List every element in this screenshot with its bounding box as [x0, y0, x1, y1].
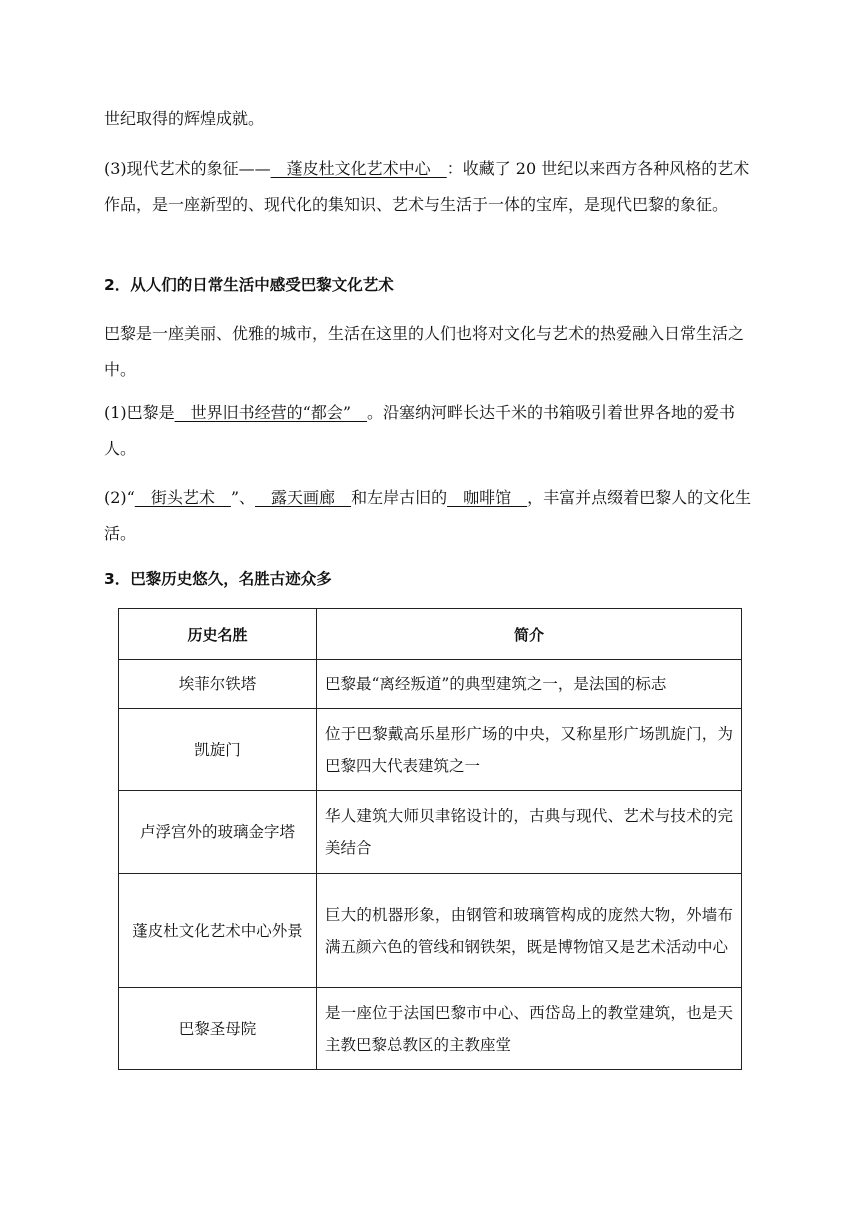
item-1-prefix: (1)巴黎是 [104, 403, 175, 422]
item-1-text: 。沿塞纳河畔长达千米的书箱吸引着世界各地的爱书人。 [104, 403, 736, 458]
landmark-description: 位于巴黎戴高乐星形广场的中央，又称星形广场凯旋门，为巴黎四大代表建筑之一 [317, 709, 742, 791]
item-2-sep-1: ”、 [230, 488, 256, 507]
table-header-row [119, 609, 742, 660]
item-2-answer-blank-3: __咖啡馆__ [447, 488, 528, 507]
paragraph-item-3 [104, 151, 759, 223]
paragraph-continuation: 世纪取得的辉煌成就。 [104, 109, 265, 128]
landmark-name: 凯旋门 [119, 709, 317, 791]
item-1-answer-blank: __世界旧书经营的“都会”__ [174, 403, 368, 422]
paragraph-item-1 [104, 395, 759, 467]
table-row [119, 988, 742, 1070]
item-2-prefix: (2)“ [104, 488, 135, 507]
landmark-description: 华人建筑大师贝聿铭设计的，古典与现代、艺术与技术的完美结合 [317, 791, 742, 874]
section-heading-3: 3．巴黎历史悠久，名胜古迹众多 [104, 570, 332, 588]
landmark-name: 埃菲尔铁塔 [119, 660, 317, 709]
landmark-name: 蓬皮杜文化艺术中心外景 [119, 874, 317, 988]
column-header-description: 简介 [317, 609, 742, 660]
item-3-answer-blank: __蓬皮杜文化艺术中心__ [270, 159, 447, 178]
landmarks-table [118, 608, 742, 1070]
item-2-text: ，丰富并点缀着巴黎人的文化生活。 [104, 488, 752, 543]
item-2-sep-2: 和左岸古旧的 [351, 488, 448, 507]
landmark-description: 巴黎最“离经叛道”的典型建筑之一，是法国的标志 [317, 660, 742, 709]
item-2-answer-blank-2: __露天画廊__ [255, 488, 352, 507]
item-3-prefix: (3)现代艺术的象征—— [104, 159, 271, 178]
item-3-text: ：收藏了 20 世纪以来西方各种风格的艺术作品，是一座新型的、现代化的集知识、艺术与生活于一体的宝库，是现代巴黎的象征。 [104, 159, 750, 214]
table-row [119, 874, 742, 988]
paragraph-item-2 [104, 480, 759, 552]
table-row [119, 709, 742, 791]
column-header-landmark: 历史名胜 [119, 609, 317, 660]
paragraph-intro-2: 巴黎是一座美丽、优雅的城市，生活在这里的人们也将对文化与艺术的热爱融入日常生活之中。 [104, 324, 745, 379]
landmark-name: 巴黎圣母院 [119, 988, 317, 1070]
table-row [119, 791, 742, 874]
landmark-description: 巨大的机器形象，由钢管和玻璃管构成的庞然大物，外墙布满五颜六色的管线和钢铁架，既是博物馆又是艺术活动中心 [317, 874, 742, 988]
item-2-answer-blank-1: __街头艺术__ [134, 488, 231, 507]
landmark-description: 是一座位于法国巴黎市中心、西岱岛上的教堂建筑，也是天主教巴黎总教区的主教座堂 [317, 988, 742, 1070]
section-heading-2: 2．从人们的日常生活中感受巴黎文化艺术 [104, 276, 394, 294]
landmark-name: 卢浮宫外的玻璃金字塔 [119, 791, 317, 874]
table-row [119, 660, 742, 709]
